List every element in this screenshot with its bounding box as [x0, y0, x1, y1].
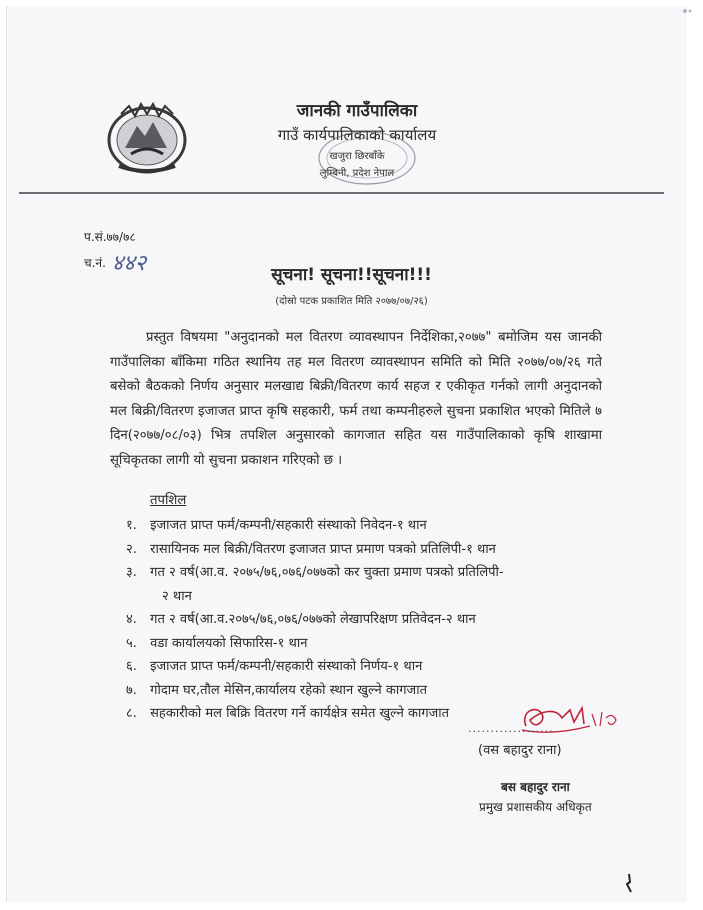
list-item: ६. इजाजत प्राप्त फर्म/कम्पनी/सहकारी संस्थाको निर्णय-१ थान	[126, 659, 423, 674]
list-item: २. रासायिनक मल बिक्री/वितरण इजाजत प्राप्त प्रमाण पत्रको प्रतिलिपी-१ थान	[126, 541, 496, 557]
signatory-name: बस बहादुर राना	[501, 780, 570, 794]
office-location-1: खजुरा छिरबाँके	[329, 151, 385, 162]
scan-mark-icon	[681, 8, 693, 14]
office-stamp-icon	[315, 128, 419, 188]
office-sub: गाउँ कार्यपालिकाको कार्यालय	[277, 126, 437, 144]
reference-ps: प.सं.७७/७८	[84, 230, 136, 244]
list-item: ७. गोदाम घर,तौल मेसिन,कार्यालय रहेको स्थान खुल्ने कागजात	[126, 682, 427, 698]
list-item: ५. वडा कार्यालयको सिफारिस-१ थान	[126, 635, 308, 651]
list-heading: तपशिल	[150, 493, 187, 508]
notice-body-text: प्रस्तुत विषयमा "अनुदानको मल वितरण व्यावस्थापन निर्देशिका,२०७७" बमोजिम यस जानकी गाउँपालिका बाँकिमा गठित स्थानिय तह मल वितरण व्यावस्थापन समिति को मिति २०७७/०७/२६ गते बसेको बैठकको निर्णय अनुसार मलखाद्य बिक्री/वितरण कार्य सहज र एकीकृत गर्नको लागी अनुदानको मल बिक्री/वितरण इजाजत प्राप्त कृषि सहकारी, फर्म तथा कम्पनीहरुले सुचना प्रकाशित भएको मितिले ७ दिन(२०७७/०८/०३) भित्र तपशिल अनुसारको कागजात सहित यस गाउँपालिकाको कृषि शाखामा सूचिकृतका लागी यो सुचना प्रकाशन गरिएको छ ।	[110, 330, 602, 468]
header-divider	[19, 192, 664, 194]
list-item: ३. गत २ वर्ष(आ.व. २०७५/७६,०७६/०७७को कर चुक्ता प्रमाण पत्रको प्रतिलिपी- २ थान	[126, 565, 504, 604]
office-name: जानकी गाउँपालिका	[296, 101, 418, 121]
corner-mark-icon	[622, 872, 636, 894]
reference-cn-label: च.नं.	[84, 256, 106, 270]
list-item: ८. सहकारीको मल बिक्रि वितरण गर्ने कार्यक्षेत्र समेत खुल्ने कागजात	[126, 706, 450, 721]
reference-cn-value: ४४२	[111, 251, 147, 276]
notice-title: सूचना! सूचना!!सूचना!!!	[271, 265, 432, 285]
notice-subtitle: (दोस्रो पटक प्रकाशित मिति २०७७/०७/२६)	[275, 296, 428, 307]
nepal-emblem-icon	[101, 96, 193, 176]
signatory-name-paren: (वस बहादुर राना)	[478, 743, 562, 758]
office-location-2: लुम्बिनी, प्रदेश नेपाल	[319, 168, 395, 179]
signature-line: ...................	[468, 722, 554, 735]
signatory-title: प्रमुख प्रशासकीय अधिकृत	[479, 800, 592, 814]
notice-body	[110, 326, 602, 473]
document-list	[126, 514, 576, 726]
list-item: १. इजाजत प्राप्त फर्म/कम्पनी/सहकारी संस्थाको निवेदन-१ थान	[126, 518, 427, 533]
list-item: ४. गत २ वर्ष(आ.व.२०७५/७६,०७६/०७७को लेखापरिक्षण प्रतिवेदन-२ थान	[126, 612, 476, 627]
